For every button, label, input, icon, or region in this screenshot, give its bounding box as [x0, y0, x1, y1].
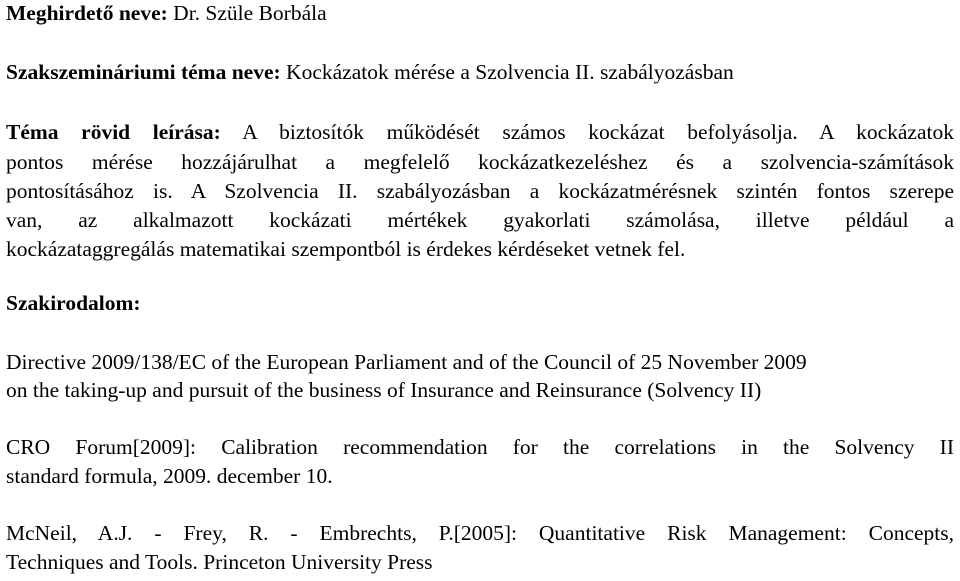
literature-heading: Szakirodalom: [6, 291, 141, 315]
description-line-5 [6, 236, 685, 262]
reference-3-line-2 [6, 549, 433, 575]
reference-3-text-2: Techniques and Tools. Princeton University Press [6, 550, 433, 574]
topic-label: Szakszemináriumi téma neve: [6, 60, 281, 84]
description-line-3 [6, 178, 954, 204]
reference-3-text-1: McNeil, A.J. - Frey, R. - Embrechts, P.[2005]: Quantitative Risk Management: Concepts, [6, 521, 954, 545]
reference-3-line-1 [6, 520, 954, 546]
reference-1-text-1: Directive 2009/138/EC of the European Parliament and of the Council of 25 November 2009 [6, 350, 807, 374]
topic-line [6, 59, 734, 85]
reference-2-line-2 [6, 463, 333, 489]
advertiser-label: Meghirdető neve: [6, 1, 168, 25]
reference-2-text-2: standard formula, 2009. december 10. [6, 464, 333, 488]
description-line-2 [6, 149, 954, 175]
description-text-4: van, az alkalmazott kockázati mértékek gyakorlati számolása, illetve például a [6, 208, 954, 232]
description-text-2: pontos mérése hozzájárulhat a megfelelő kockázatkezeléshez és a szolvencia-számítások [6, 150, 954, 174]
advertiser-value: Dr. Szüle Borbála [173, 1, 327, 25]
reference-2-line-1 [6, 434, 954, 460]
topic-value: Kockázatok mérése a Szolvencia II. szabályozásban [286, 60, 734, 84]
description-label: Téma rövid leírása: [6, 120, 221, 144]
reference-1-text-2: on the taking-up and pursuit of the business of Insurance and Reinsurance (Solvency II) [6, 378, 762, 402]
description-line-1 [6, 119, 954, 145]
description-text-3: pontosításához is. A Szolvencia II. szabályozásban a kockázatmérésnek szintén fontos szerepe [6, 179, 954, 203]
reference-2-text-1: CRO Forum[2009]: Calibration recommendation for the correlations in the Solvency II [6, 435, 954, 459]
description-line-4 [6, 207, 954, 233]
reference-1-line-2 [6, 377, 761, 403]
description-text-5: kockázataggregálás matematikai szempontból is érdekes kérdéseket vetnek fel. [6, 237, 686, 261]
advertiser-line [6, 0, 327, 26]
description-text-1: A biztosítók működését számos kockázat befolyásolja. A kockázatok [242, 120, 954, 144]
reference-1-line-1 [6, 349, 807, 375]
